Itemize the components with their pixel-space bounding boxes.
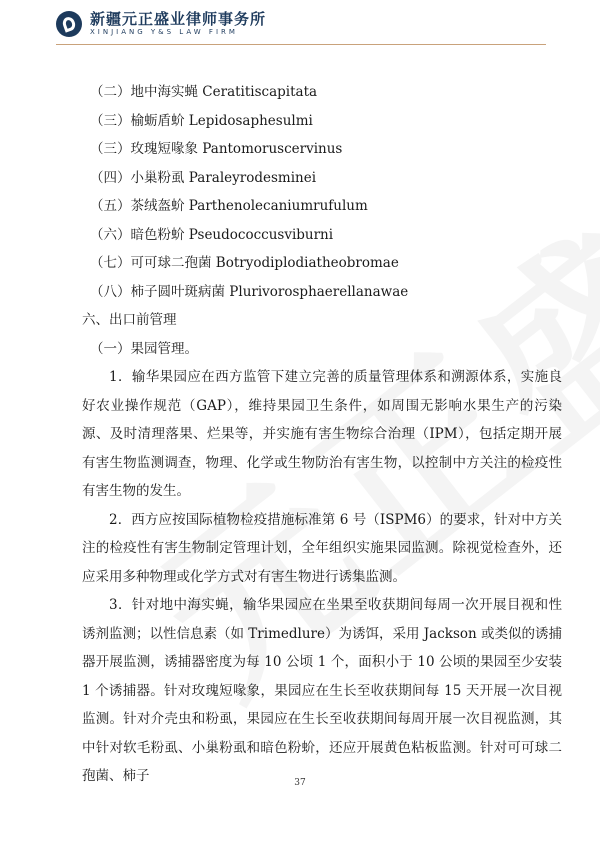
paragraph: 3．针对地中海实蝇，输华果园应在坐果至收获期间每周一次开展目视和性诱剂监测；以性信息素（如 Trimedlure）为诱饵，采用 Jackson 或类似的诱捕器开展监测，诱捕器密度为每 10 公顷 1 个，面积小于 10 公顷的果园至少安装 1 个诱捕器。针对玫瑰短喙象，果园应在生长至收获期间每 15 天开展一次目视监测。针对介壳虫和粉虱，果园应在生长至收获期间每周开展一次目视监测，其中针对软毛粉虱、小巢粉虱和暗色粉蚧，还应开展黄色粘板监测。针对可可球二孢菌、柿子: [82, 597, 562, 784]
list-item: （二）地中海实蝇 Ceratitiscapitata: [90, 84, 318, 100]
list-item: （六）暗色粉蚧 Pseudococcusviburni: [90, 226, 334, 243]
firm-name-cn: 新疆元正盛业律师事务所: [90, 10, 267, 28]
header-divider: [56, 44, 546, 45]
subsection-heading: （一）果园管理。: [90, 340, 198, 357]
document-body: [82, 78, 562, 791]
list-item: （五）茶绒盔蚧 Parthenolecaniumrufulum: [90, 198, 368, 214]
letterhead: [56, 8, 266, 40]
firm-logo-icon: [56, 11, 82, 37]
paragraph: 1．输华果园应在西方监管下建立完善的质量管理体系和溯源体系，实施良好农业操作规范（GAP），维持果园卫生条件，如周围无影响水果生产的污染源、及时清理落果、烂果等，并实施有害生物综合治理（IPM），包括定期开展有害生物监测调查，物理、化学或生物防治有害生物，以控制中方关注的检疫性有害生物的发生。: [82, 369, 562, 499]
list-item: （三）榆蛎盾蚧 Lepidosaphesulmi: [90, 112, 313, 129]
list-item: （七）可可球二孢菌 Botryodiplodiatheobromae: [90, 255, 399, 271]
paragraph: 2．西方应按国际植物检疫措施标准第 6 号（ISPM6）的要求，针对中方关注的检疫性有害生物制定管理计划，全年组织实施果园监测。除视觉检查外，还应采用多种物理或化学方式对有害生物进行诱集监测。: [82, 511, 562, 585]
section-heading: 六、出口前管理: [82, 312, 177, 328]
list-item: （八）柿子圆叶斑病菌 Plurivorosphaerellanawae: [90, 283, 409, 300]
firm-name-block: [90, 11, 266, 37]
list-item: （三）玫瑰短喙象 Pantomoruscervinus: [90, 141, 343, 157]
page-number: 37: [294, 778, 306, 788]
list-item: （四）小巢粉虱 Paraleyrodesminei: [90, 169, 317, 186]
firm-name-en: XINJIANG Y&S LAW FIRM: [90, 28, 238, 36]
